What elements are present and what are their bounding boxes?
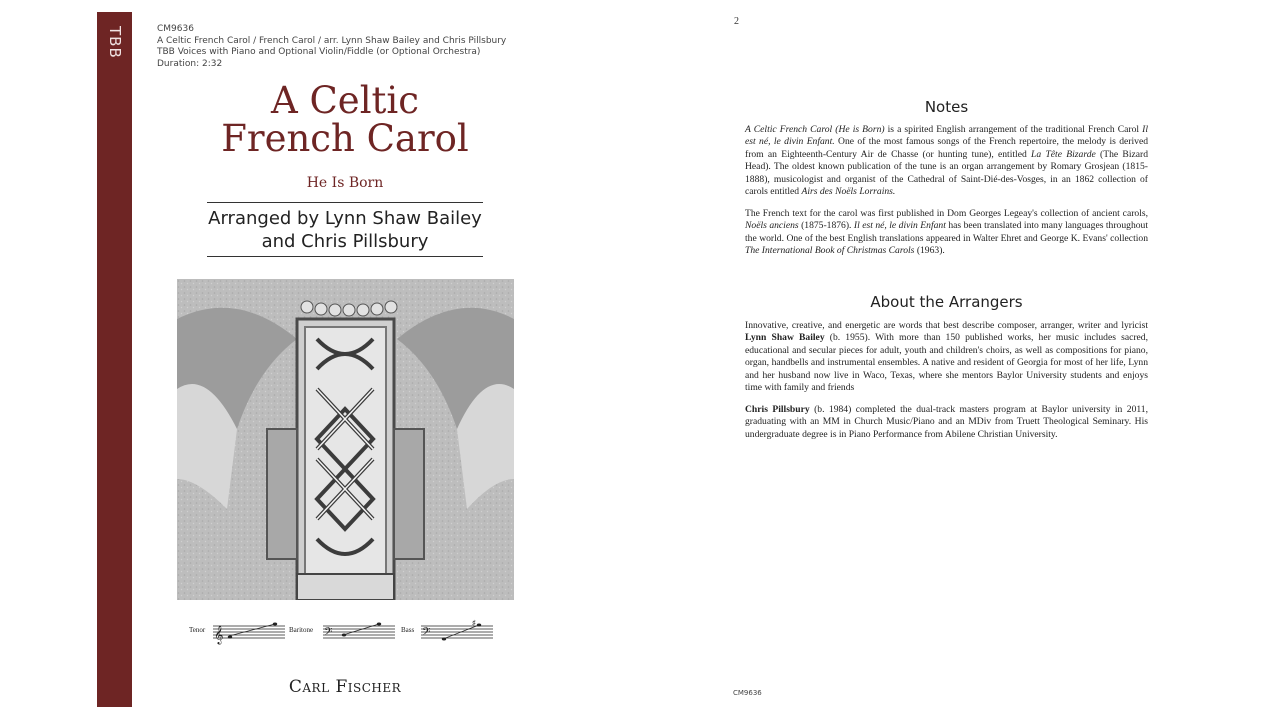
text-run: Chris Pillsbury <box>745 404 810 415</box>
text-run: (1875-1876). <box>798 220 854 232</box>
publisher-logo: Carl Fischer <box>288 677 402 697</box>
text-run: One of the most famous songs of the French repertoire, the melody is derived from an Eighteenth-Century Air de Chasse (or hunting tune), entitled <box>745 136 1149 160</box>
text-run: Il est né, le divin Enfant <box>853 220 946 232</box>
notes-heading: Notes <box>924 98 969 116</box>
arranger-line-1: Arranged by Lynn Shaw Bailey <box>208 208 482 229</box>
title-line-2: French Carol <box>221 117 469 160</box>
duration: Duration: 2:32 <box>157 58 223 69</box>
svg-text:♯: ♯ <box>472 619 476 627</box>
text-run: has been translated into many languages throughout the world. One of the best English translations appeared in Walter Ehret and George K. Evans' collection <box>745 220 1148 244</box>
cover-subtitle: He Is Born <box>306 175 384 191</box>
page-footer-catalog: CM9636 <box>733 689 762 697</box>
svg-text:𝄞: 𝄞 <box>214 625 224 644</box>
bass-clef-icon <box>421 618 493 648</box>
cover-title <box>176 79 514 160</box>
text-run: A Celtic French Carol (He is Born) <box>745 124 885 135</box>
treble-clef-icon <box>213 618 285 648</box>
cover-metadata <box>157 24 506 70</box>
text-run: Airs des Noëls Lorrains. <box>801 186 896 198</box>
celtic-knot-image <box>177 279 514 600</box>
svg-text:𝄢: 𝄢 <box>422 626 431 641</box>
voice-ranges <box>187 614 497 648</box>
text-run: is a spirited English arrangement of the traditional French Carol <box>884 124 1143 135</box>
cover-spine <box>97 12 132 707</box>
text-run: Innovative, creative, and energetic are words that best describe composer, arranger, writer and lyricist <box>745 320 1148 331</box>
text-run: (The Bizard Head). The oldest known publication of the tune is an organ arrangement by Romary Grosjean (1815-1888), musicologist and organist of the Cathedral of Saint-Dié-des-Vosges, in an 1862 collection of carols entitled <box>745 148 1148 198</box>
range-label-tenor: Tenor <box>189 626 206 634</box>
text-run: Il est né, le divin Enfant. <box>745 124 1148 148</box>
text-run: (1963). <box>914 245 945 257</box>
text-run: La Tête Bizarde <box>1031 148 1096 160</box>
bass-clef-icon <box>323 618 395 648</box>
text-run: Lynn Shaw Bailey <box>745 332 825 344</box>
svg-text:𝄢: 𝄢 <box>324 626 333 641</box>
arranger-line-2: and Chris Pillsbury <box>261 231 429 252</box>
meta-line-voicing: TBB Voices with Piano and Optional Violin/Fiddle (or Optional Orchestra) <box>157 47 481 57</box>
page-number: 2 <box>734 16 739 27</box>
notes-paragraph-1 <box>745 124 1148 198</box>
catalog-number: CM9636 <box>157 24 194 34</box>
arranger-credit <box>176 207 514 253</box>
about-paragraph-2 <box>745 404 1148 441</box>
text-run: Noëls anciens <box>745 220 799 232</box>
range-label-bass: Bass <box>401 626 415 634</box>
meta-line-title: A Celtic French Carol / French Carol / arr. Lynn Shaw Bailey and Chris Pillsbury <box>157 35 507 46</box>
notes-paragraph-2 <box>745 208 1148 258</box>
text-run: (b. 1955). With more than 150 published works, her music includes sacred, educational and secular pieces for adult, youth and children's choirs, as well as compositions for piano, organ, handbells and instrumental ensembles. A native and resident of Georgia for most of her life, Lynn and her husband now live in Waco, Texas, where she mentors Baylor University students and enjoys time with family and friends <box>745 332 1149 394</box>
text-run: The French text for the carol was first published in Dom Georges Legeay's collection of ancient carols, <box>745 208 1148 219</box>
text-run: (b. 1984) completed the dual-track masters program at Baylor university in 2011, graduating with an MM in Church Music/Piano and an MDiv from Truett Theological Seminary. His undergraduate degree is in Piano Performance from Abilene Christian University. <box>745 404 1148 440</box>
title-line-1: A Celtic <box>271 79 419 122</box>
text-run: The International Book of Christmas Carols <box>745 245 915 257</box>
range-label-baritone: Baritone <box>289 626 314 634</box>
about-heading: About the Arrangers <box>870 293 1023 311</box>
about-paragraph-1 <box>745 320 1148 394</box>
spine-voicing-label: TBB <box>106 26 124 59</box>
